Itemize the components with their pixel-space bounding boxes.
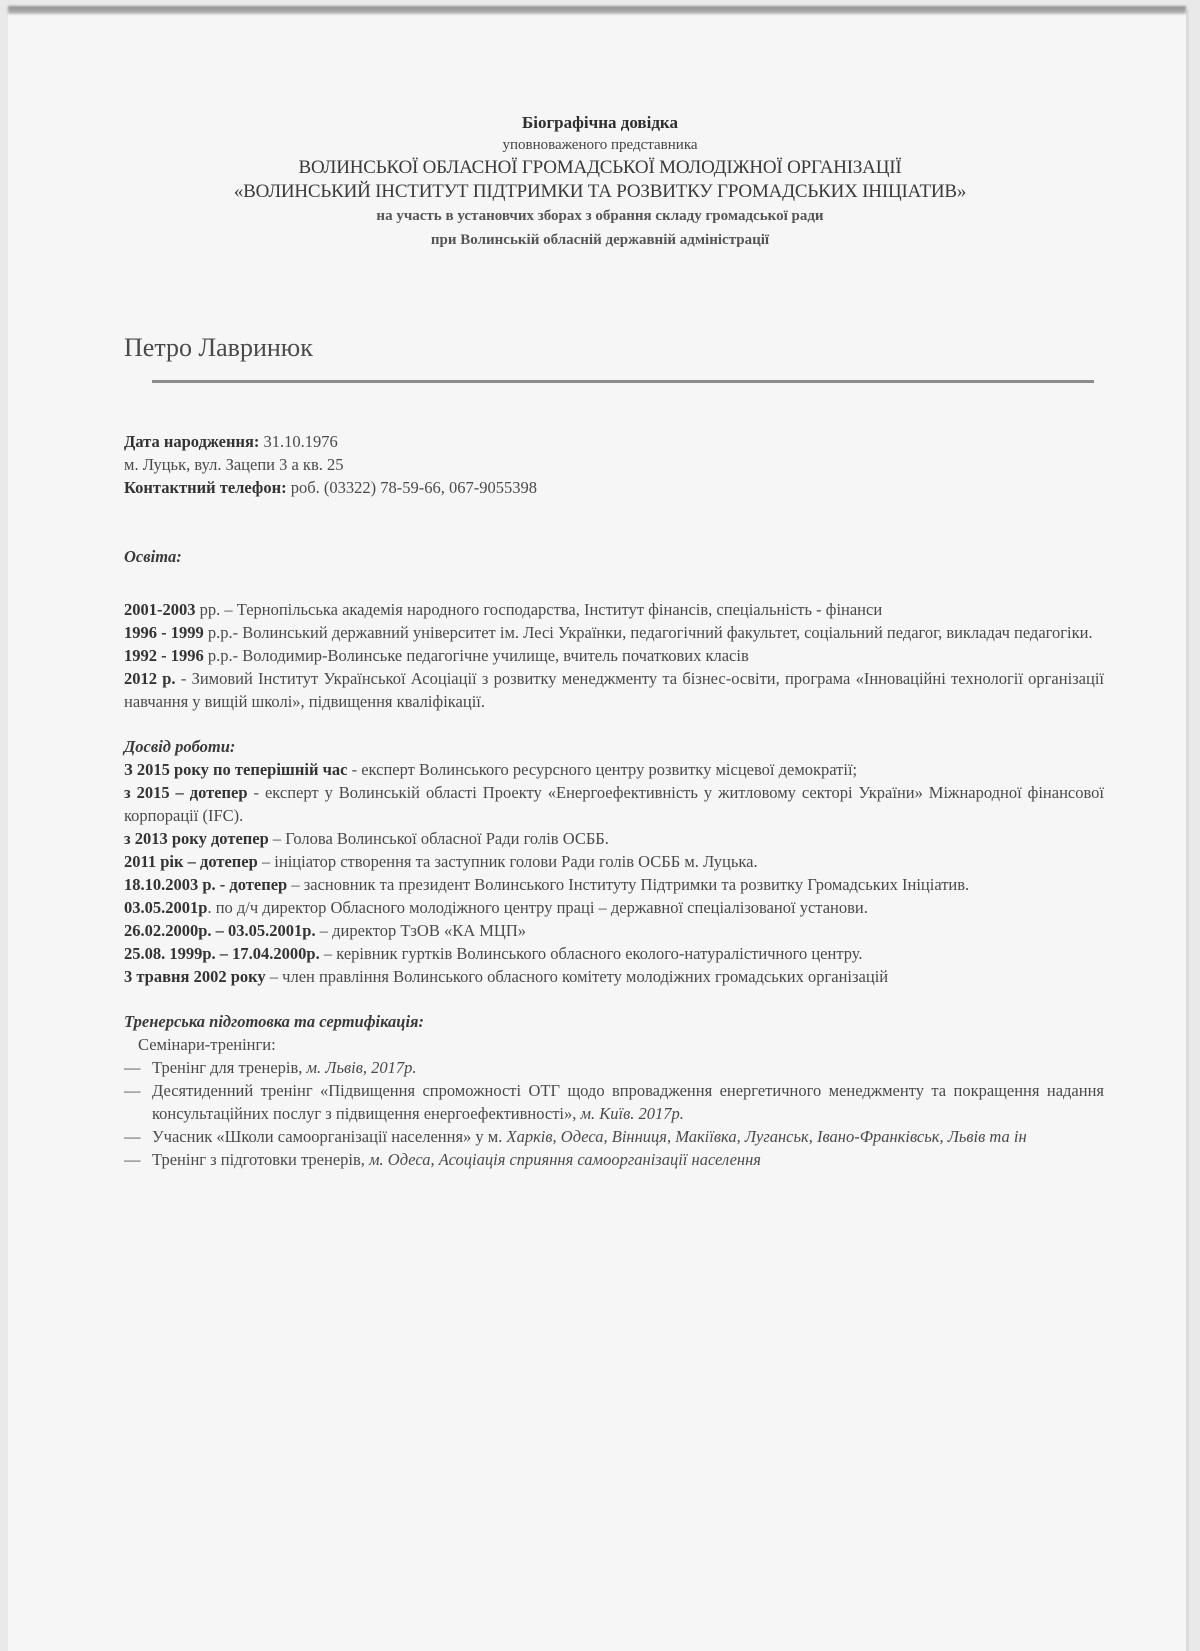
education-heading: Освіта: [124, 547, 182, 566]
organization-name-line2: «ВОЛИНСЬКИЙ ІНСТИТУТ ПІДТРИМКИ ТА РОЗВИТКУ ГРОМАДСЬКИХ ІНІЦІАТИВ» [233, 181, 967, 202]
education-item [124, 598, 1104, 621]
document-title: Біографічна довідка [522, 113, 678, 132]
experience-heading: Досвід роботи: [124, 737, 236, 756]
education-years: 1992 - 1996 [124, 646, 204, 665]
organization-name-line1: ВОЛИНСЬКОЇ ОБЛАСНОЇ ГРОМАДСЬКОЇ МОЛОДІЖНОЇ ОРГАНІЗАЦІЇ [298, 157, 902, 178]
education-text: р.р.- Володимир-Волинське педагогічне училище, вчитель початкових класів [203, 646, 749, 665]
education-text: р.р.- Волинський державний університет ім. Лесі Українки, педагогічний факультет, соціальний педагог, викладач педагогіки. [203, 623, 1093, 642]
experience-text: – ініціатор створення та заступник голови Ради голів ОСББ м. Луцька. [257, 852, 758, 871]
document-header [0, 112, 1200, 252]
experience-item [124, 942, 1104, 965]
training-item [124, 1148, 1104, 1171]
name-divider [152, 380, 1094, 383]
birth-date-line [124, 430, 1104, 453]
education-item [124, 667, 1104, 713]
experience-item [124, 896, 1104, 919]
experience-item [124, 827, 1104, 850]
person-name: Петро Лавринюк [124, 333, 313, 362]
training-location: м. Київ. 2017р. [580, 1104, 684, 1123]
experience-text: . по д/ч директор Обласного молодіжного центру праці – державної спеціалізованої установи. [207, 898, 868, 917]
education-years: 1996 - 1999 [124, 623, 204, 642]
training-location: м. Одеса, Асоціація сприяння самоорганізації населення [369, 1150, 761, 1169]
experience-item [124, 850, 1104, 873]
experience-text: – керівник гуртків Волинського обласного еколого-натуралістичного центру. [319, 944, 863, 963]
education-text: рр. – Тернопільська академія народного господарства, Інститут фінансів, спеціальність - фінанси [195, 600, 883, 619]
scan-edge-shadow [8, 6, 1186, 14]
experience-item [124, 781, 1104, 827]
document-body [124, 430, 1104, 1171]
training-item [124, 1125, 1104, 1148]
training-text: Тренінг з підготовки тренерів, [152, 1150, 370, 1169]
training-location: Харків, Одеса, Вінниця, Макіївка, Луганськ, Івано-Франківськ, Львів та ін [506, 1127, 1027, 1146]
address-line: м. Луцьк, вул. Зацепи 3 а кв. 25 [124, 455, 344, 474]
training-text: Десятиденний тренінг «Підвищення спроможності ОТГ щодо впровадження енергетичного менеджменту та покращення надання консультаційних послуг з підвищення енергоефективності», [152, 1081, 1104, 1123]
experience-period: 26.02.2000р. – 03.05.2001р. [124, 921, 316, 940]
experience-period: 2011 рік – дотепер [124, 852, 258, 871]
experience-item [124, 965, 1104, 988]
experience-item [124, 873, 1104, 896]
document-subtitle: уповноваженого представника [502, 137, 698, 153]
education-item [124, 621, 1104, 644]
experience-period: З 2015 року по теперішній час [124, 760, 348, 779]
phone-value: роб. (03322) 78-59-66, 067-9055398 [286, 478, 537, 497]
experience-text: – член правління Волинського обласного комітету молодіжних громадських організацій [265, 967, 889, 986]
birth-date-label: Дата народження: [124, 432, 260, 451]
education-text: - Зимовий Інститут Української Асоціації з розвитку менеджменту та бізнес-освіти, програма «Інноваційні технології організації навчання у вищій школі», підвищення кваліфікації. [124, 669, 1104, 711]
phone-line [124, 476, 1104, 499]
experience-item [124, 758, 1104, 781]
education-years: 2001-2003 [124, 600, 196, 619]
experience-period: з 2015 – дотепер [124, 783, 248, 802]
phone-label: Контактний телефон: [124, 478, 287, 497]
education-years: 2012 р. [124, 669, 176, 688]
experience-list [124, 758, 1104, 988]
experience-text: – директор ТзОВ «КА МЦП» [315, 921, 527, 940]
experience-text: – Голова Волинської обласної Ради голів ОСББ. [268, 829, 609, 848]
training-location: м. Львів, 2017р. [306, 1058, 417, 1077]
training-text: Тренінг для тренерів, [152, 1058, 307, 1077]
experience-item [124, 919, 1104, 942]
experience-text: - експерт Волинського ресурсного центру розвитку місцевої демократії; [347, 760, 858, 779]
training-item [124, 1056, 1104, 1079]
experience-text: – засновник та президент Волинського Інституту Підтримки та розвитку Громадських Ініціатив. [287, 875, 970, 894]
education-list [124, 598, 1104, 713]
training-item [124, 1079, 1104, 1125]
experience-period: 03.05.2001р [124, 898, 208, 917]
training-heading: Тренерська підготовка та сертифікація: [124, 1012, 425, 1031]
training-list [124, 1056, 1104, 1171]
purpose-line2: при Волинській обласній державній адміністрації [430, 232, 770, 248]
experience-period: 3 травня 2002 року [124, 967, 266, 986]
experience-text: - експерт у Волинській області Проекту «Енергоефективність у житловому секторі України» Міжнародної фінансової корпорації (IFC). [124, 783, 1104, 825]
experience-period: 18.10.2003 р. - дотепер [124, 875, 288, 894]
training-text: Учасник «Школи самоорганізації населення» у м. [152, 1127, 507, 1146]
training-subheading: Семінари-тренінги: [138, 1035, 276, 1054]
purpose-line1: на участь в установчих зборах з обрання складу громадської ради [376, 208, 824, 224]
education-item [124, 644, 1104, 667]
experience-period: з 2013 року дотепер [124, 829, 269, 848]
experience-period: 25.08. 1999р. – 17.04.2000р. [124, 944, 320, 963]
birth-date-value: 31.10.1976 [259, 432, 338, 451]
